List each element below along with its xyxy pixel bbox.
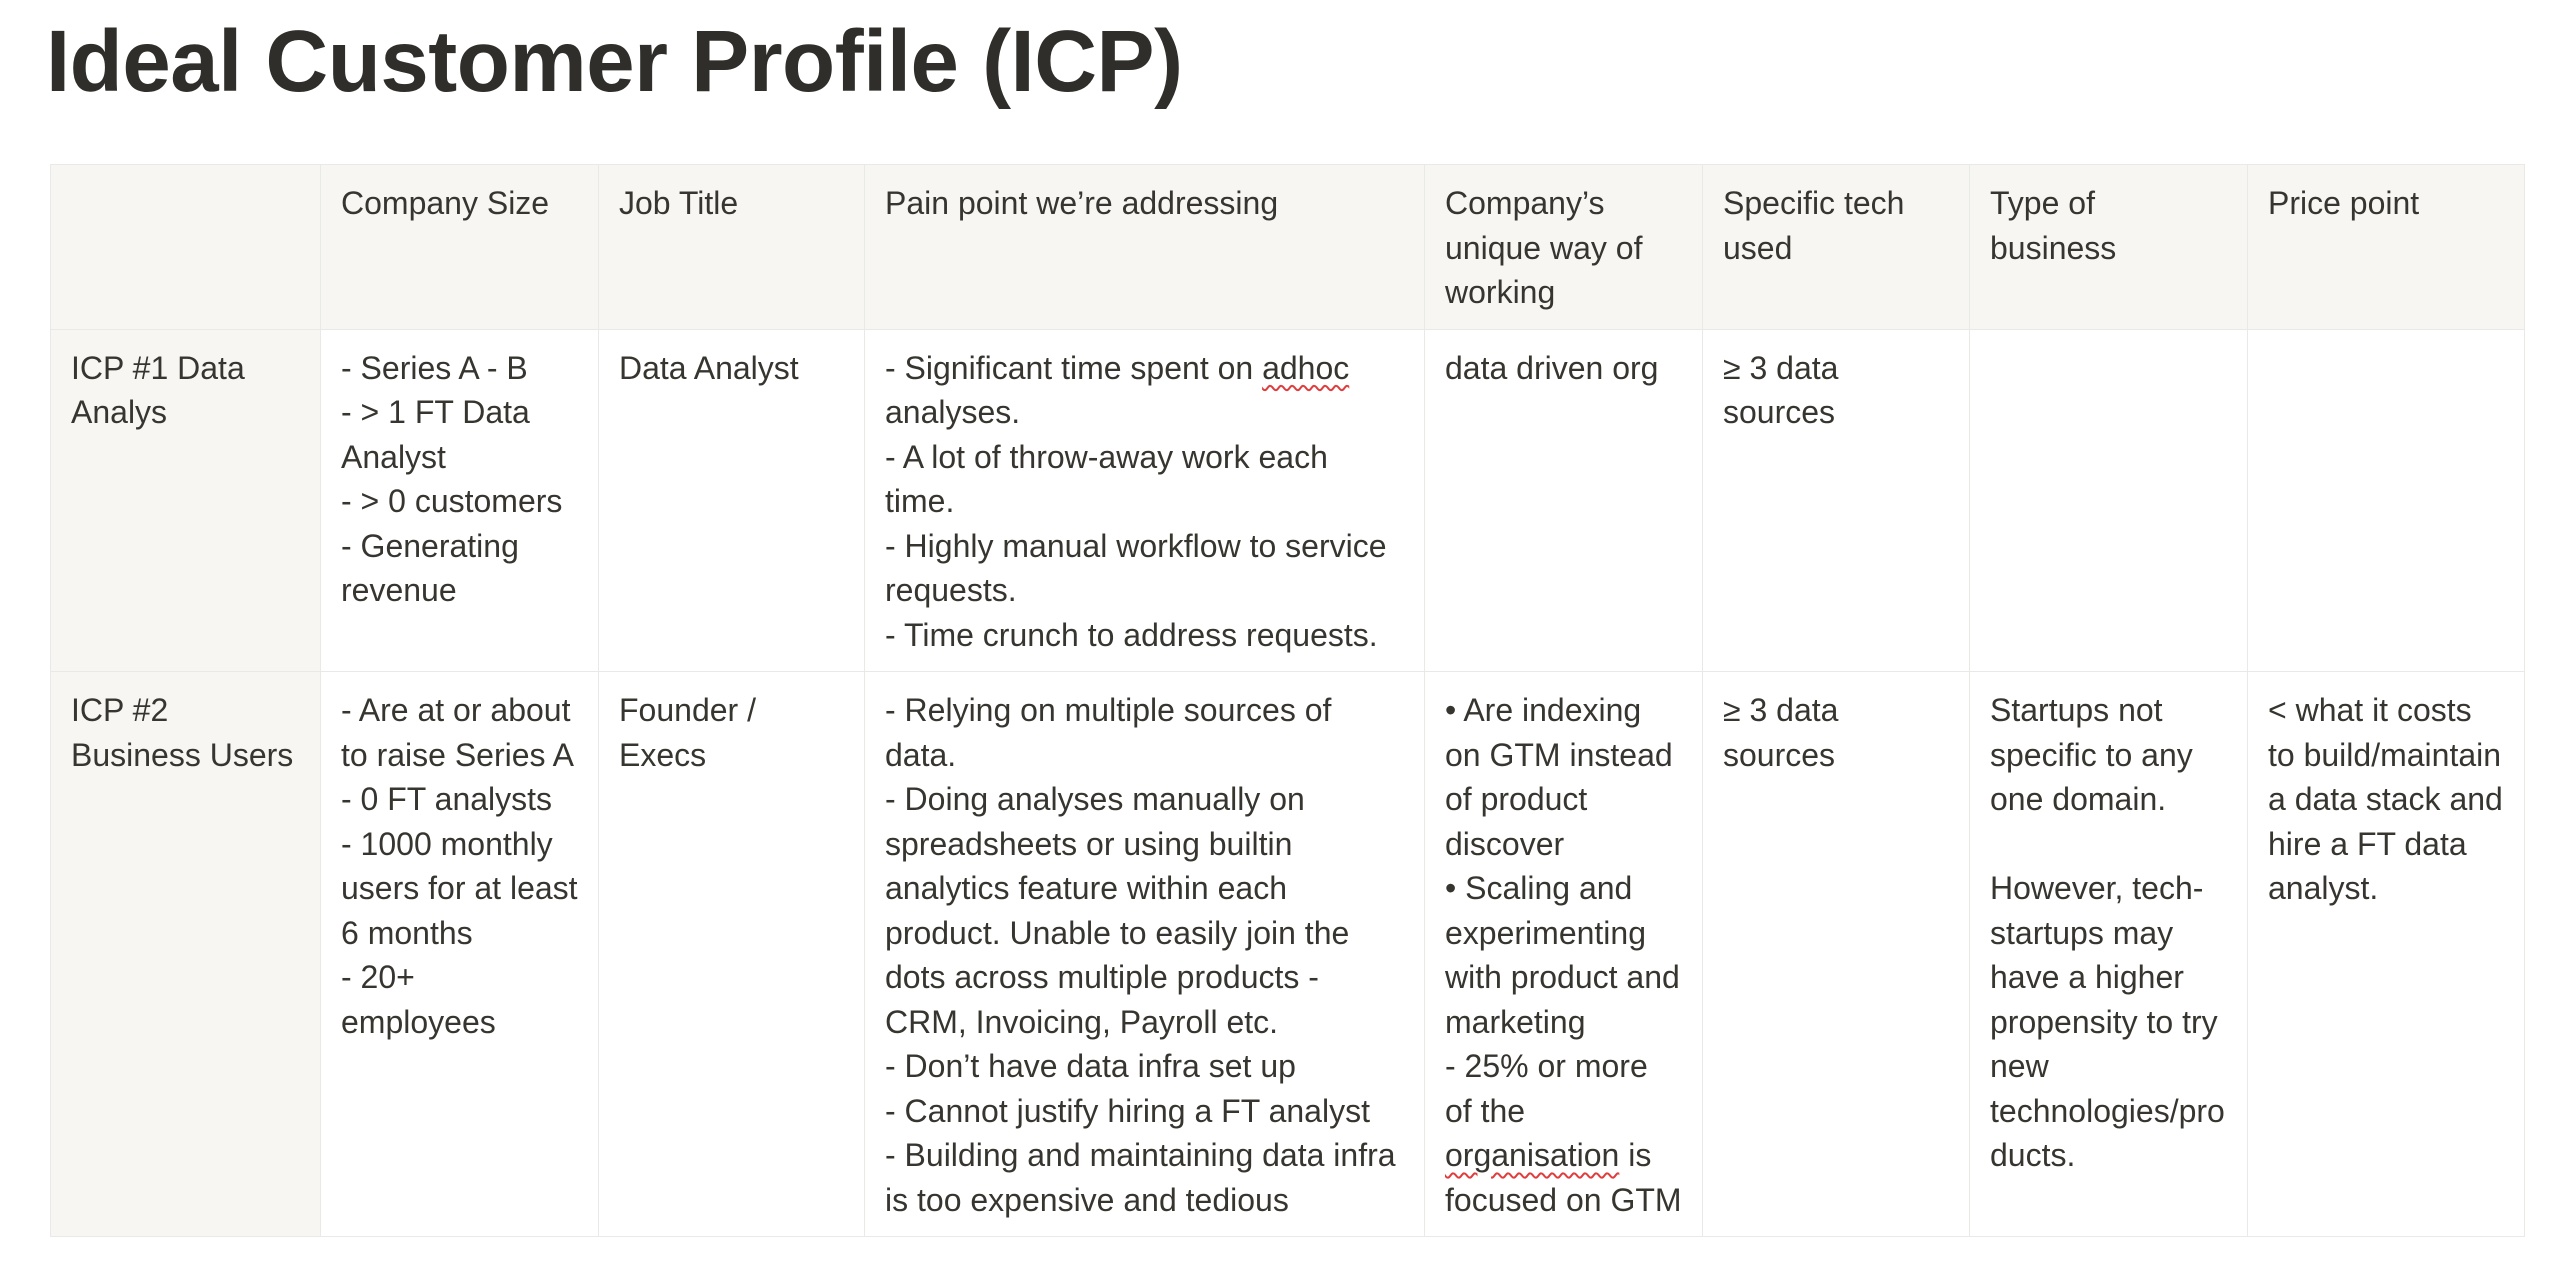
cell-line: - Relying on multiple sources of data. (885, 692, 1332, 773)
cell-line: However, tech-startups may have a higher propensity to try new technologies/products. (1990, 870, 2225, 1173)
cell-line: - Highly manual workflow to service requests. (885, 527, 1387, 608)
cell-line (885, 346, 1404, 435)
cell-price-point[interactable] (2248, 329, 2525, 672)
column-header-way-of-working[interactable]: Company’s unique way of working (1425, 165, 1703, 330)
cell-line: - Building and maintaining data infra is too expensive and tedious (885, 1137, 1396, 1218)
cell-type-of-business[interactable] (1970, 672, 2248, 1237)
cell-line: - Are at or about to raise Series A (341, 692, 574, 773)
cell-line: - 1000 monthly users for at least 6 months (341, 825, 578, 951)
icp-table (50, 164, 2525, 1237)
cell-tech-used[interactable]: ≥ 3 data sources (1703, 672, 1970, 1237)
cell-line: - 0 FT analysts (341, 781, 553, 817)
cell-way-of-working[interactable] (1425, 672, 1703, 1237)
paragraph-spacer (1990, 822, 2227, 867)
cell-line (1445, 1044, 1682, 1222)
column-header-tech-used[interactable]: Specific tech used (1703, 165, 1970, 330)
table-header-row (51, 165, 2525, 330)
cell-line: - > 0 customers (341, 483, 563, 519)
spellcheck-flagged-word: organisation (1445, 1137, 1620, 1173)
cell-line: - Cannot justify hiring a FT analyst (885, 1092, 1370, 1129)
cell-price-point[interactable]: < what it costs to build/maintain a data stack and hire a FT data analyst. (2248, 672, 2525, 1237)
cell-company-size[interactable] (321, 329, 599, 672)
cell-tech-used[interactable]: ≥ 3 data sources (1703, 329, 1970, 672)
table-row (51, 329, 2525, 672)
text-fragment: - 25% or more of the (1445, 1048, 1648, 1129)
cell-line: - Series A - B (341, 349, 528, 386)
cell-line: - Time crunch to address requests. (885, 616, 1378, 653)
column-header-type-of-business[interactable]: Type of business (1970, 165, 2248, 330)
cell-line: - Generating revenue (341, 527, 519, 608)
cell-line: - Don’t have data infra set up (885, 1048, 1296, 1084)
row-header-icp-2[interactable]: ICP #2 Business Users (51, 672, 321, 1237)
cell-line: Startups not specific to any one domain. (1990, 692, 2193, 817)
cell-job-title[interactable]: Founder / Execs (599, 672, 865, 1237)
column-header-corner[interactable] (51, 165, 321, 330)
table-row (51, 672, 2525, 1237)
cell-line: • Are indexing on GTM instead of product discover (1445, 692, 1673, 862)
column-header-job-title[interactable]: Job Title (599, 165, 865, 330)
spellcheck-flagged-word: adhoc (1262, 349, 1350, 386)
text-fragment: - Significant time spent on (885, 349, 1263, 386)
cell-line: - A lot of throw-away work each time. (885, 438, 1328, 519)
cell-line: • Scaling and experimenting with product and marketing (1445, 870, 1680, 1040)
column-header-pain-point[interactable]: Pain point we’re addressing (865, 165, 1425, 330)
page-title: Ideal Customer Profile (ICP) (46, 13, 1183, 110)
cell-type-of-business[interactable] (1970, 329, 2248, 672)
column-header-company-size[interactable]: Company Size (321, 165, 599, 330)
cell-line: - Doing analyses manually on spreadsheets or using builtin analytics feature within each product. Unable to easily join the dots across multiple products - CRM, Invoicing, Payroll etc. (885, 781, 1350, 1040)
cell-pain-points[interactable] (865, 672, 1425, 1237)
cell-job-title[interactable]: Data Analyst (599, 329, 865, 672)
column-header-price-point[interactable]: Price point (2248, 165, 2525, 330)
text-fragment: is focused on GTM (1445, 1137, 1682, 1218)
row-header-icp-1[interactable]: ICP #1 Data Analys (51, 329, 321, 672)
cell-pain-points[interactable] (865, 329, 1425, 672)
cell-line: - 20+ employees (341, 959, 496, 1040)
cell-way-of-working[interactable]: data driven org (1425, 329, 1703, 672)
cell-line: - > 1 FT Data Analyst (341, 394, 530, 475)
cell-company-size[interactable] (321, 672, 599, 1237)
text-fragment: analyses. (885, 394, 1021, 430)
